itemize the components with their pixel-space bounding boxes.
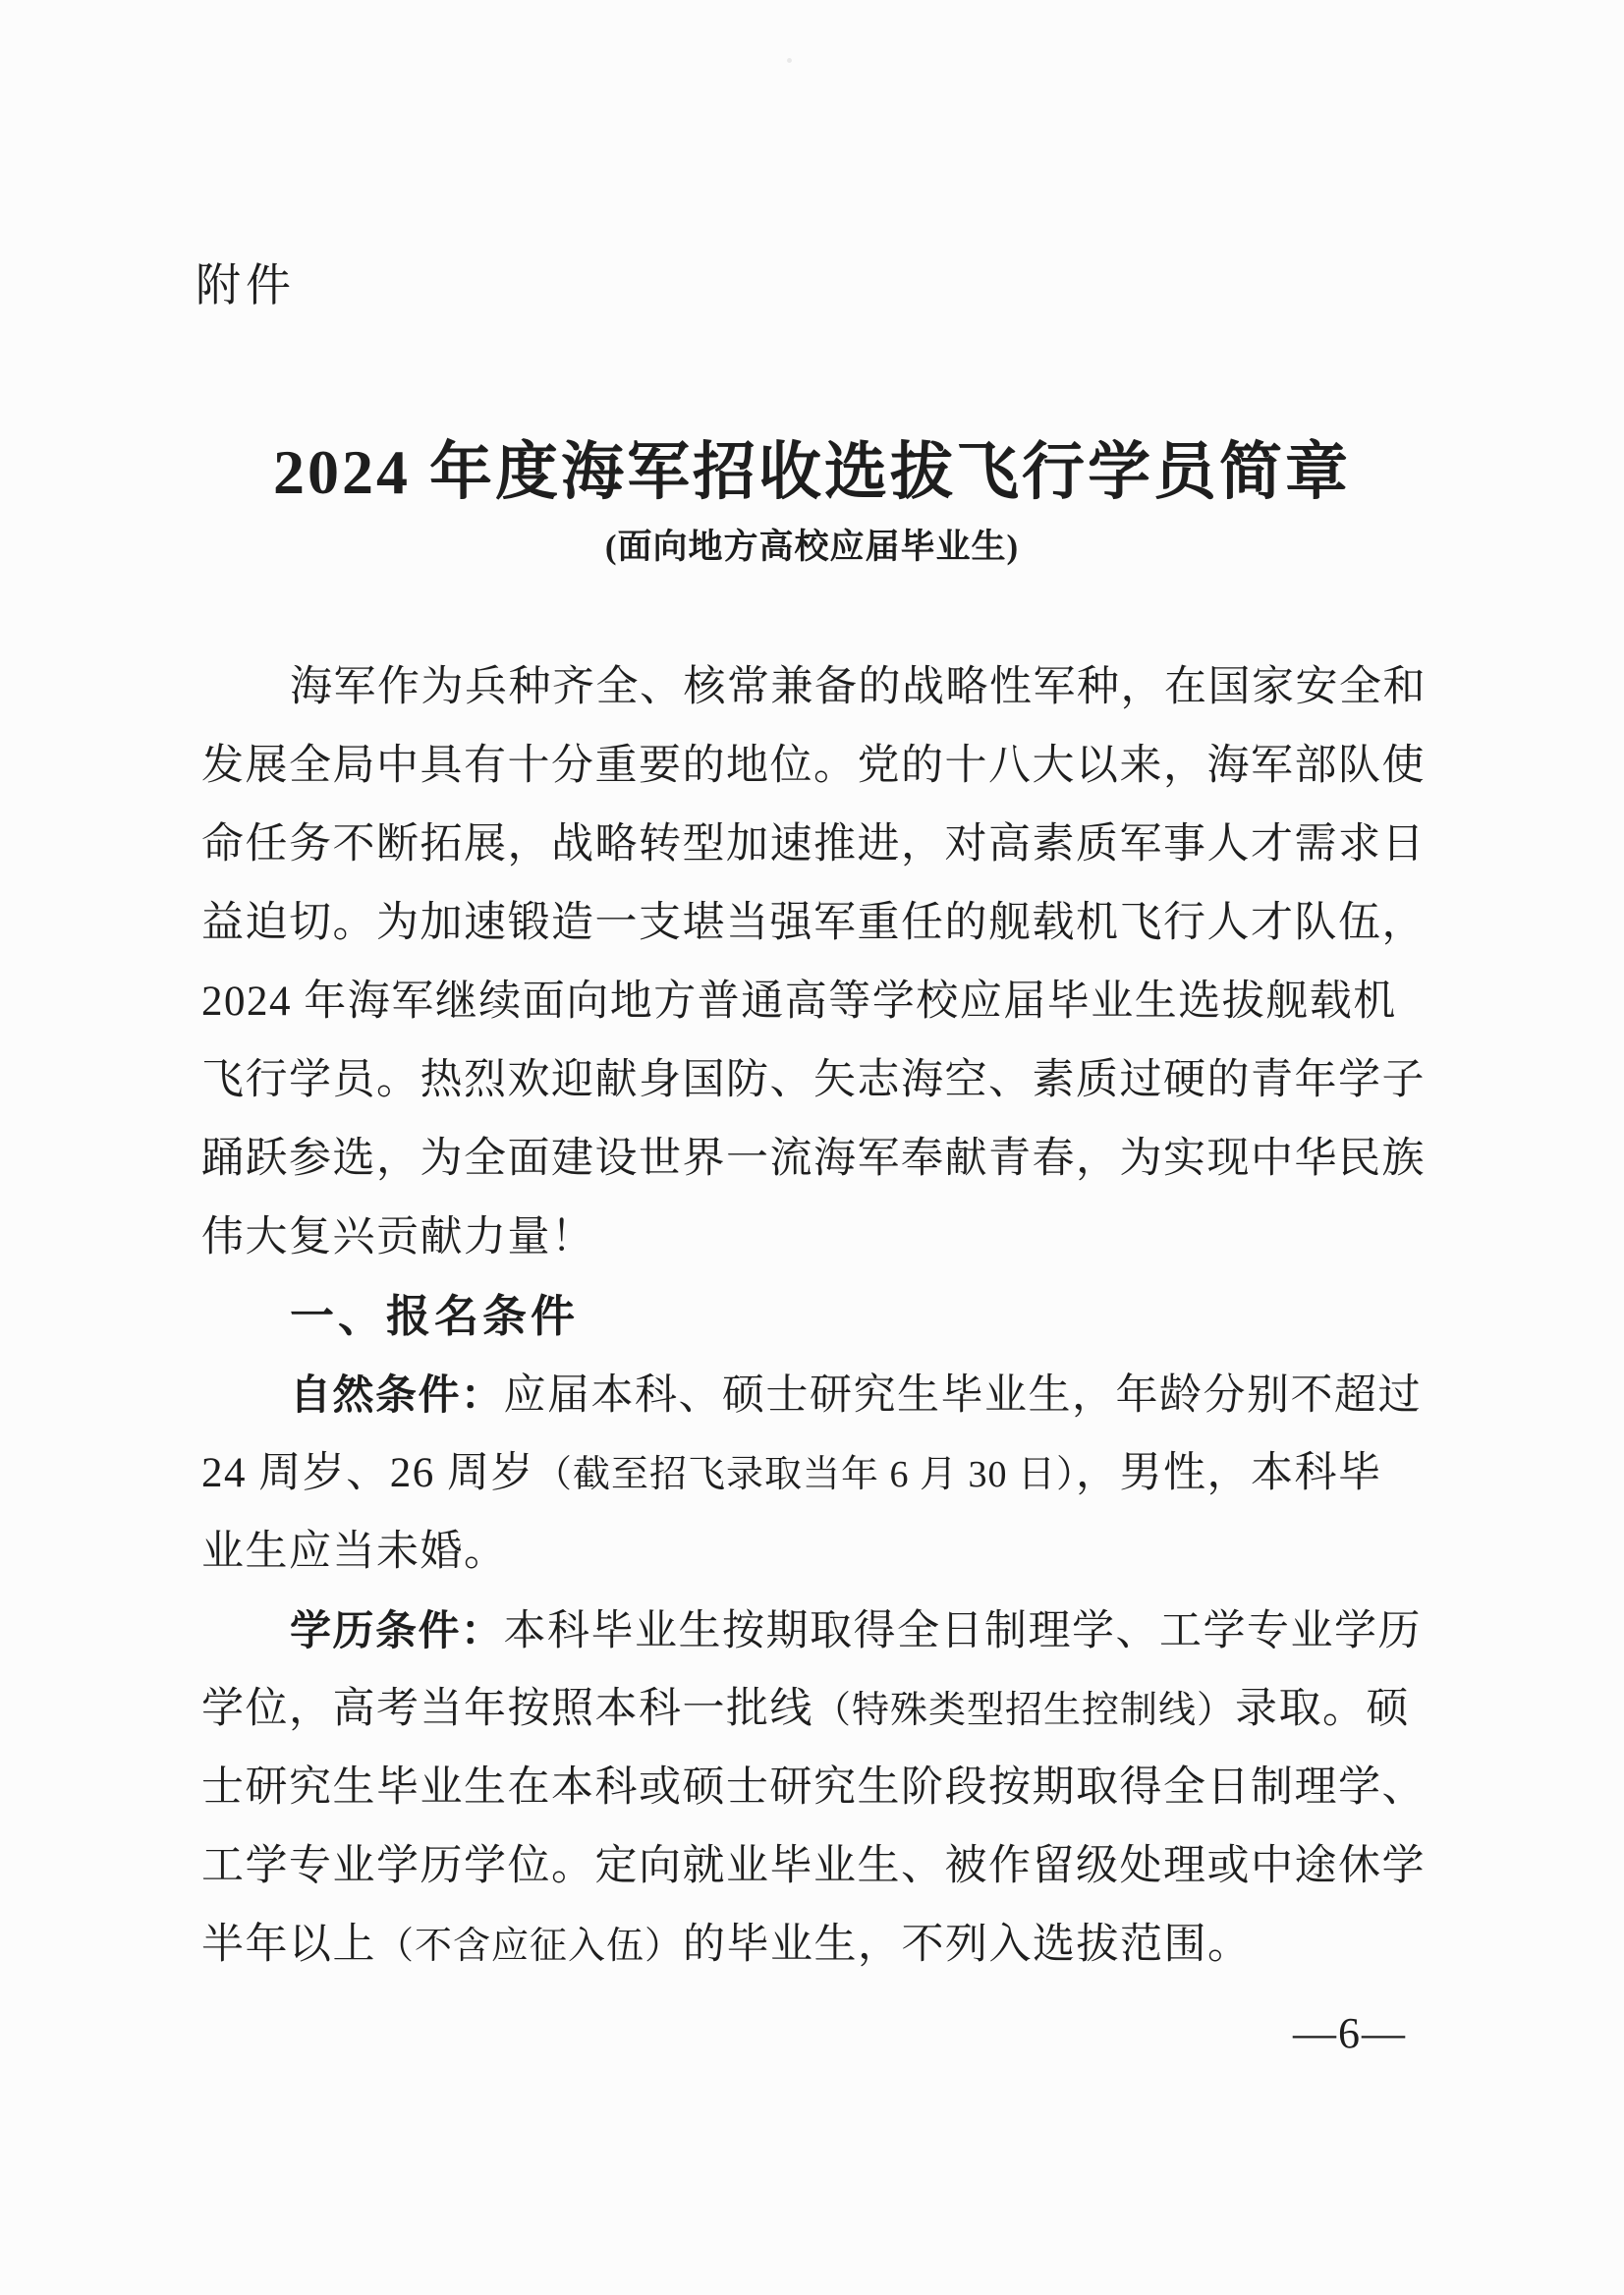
body-line	[201, 1120, 1508, 1199]
text-segment-normal: ，男性，本科毕	[1076, 1450, 1382, 1496]
text-segment-normal: 发展全局中具有十分重要的地位。党的十八大以来，海军部队使	[201, 743, 1426, 789]
body-line	[201, 727, 1508, 806]
section-heading	[201, 1277, 1508, 1356]
text-segment-normal: 益迫切。为加速锻造一支堪当强军重任的舰载机飞行人才队伍，	[201, 900, 1426, 946]
body-line	[201, 1513, 1508, 1592]
body-line	[201, 1827, 1508, 1906]
text-segment-normal: 飞行学员。热烈欢迎献身国防、矢志海空、素质过硬的青年学子	[201, 1057, 1426, 1103]
body-line	[201, 1592, 1508, 1670]
body-line	[201, 1906, 1508, 1985]
text-segment-normal: 工学专业学历学位。定向就业毕业生、被作留级处理或中途休学	[201, 1843, 1426, 1889]
text-segment-normal: 踊跃参选，为全面建设世界一流海军奉献青春，为实现中华民族	[201, 1136, 1426, 1182]
body-line	[201, 1356, 1508, 1434]
document-title: 2024 年度海军招收选拔飞行学员简章	[273, 437, 1351, 507]
document-body	[201, 648, 1508, 1985]
scan-speck	[787, 58, 792, 63]
text-segment-normal: 本科毕业生按期取得全日制理学、工学专业学历	[503, 1608, 1423, 1654]
text-segment-kai: （截至招飞录取当年 6 月 30 日）	[534, 1454, 1077, 1495]
text-segment-normal: 业生应当未婚。	[201, 1529, 508, 1575]
body-line	[201, 1670, 1508, 1749]
text-segment-kai: （不含应征入伍）	[376, 1926, 684, 1967]
document-subtitle: (面向地方高校应届毕业生)	[604, 528, 1020, 566]
body-line	[201, 806, 1508, 884]
text-segment-heading: 一、报名条件	[290, 1291, 580, 1341]
text-segment-normal: 2024 年海军继续面向地方普通高等学校应届毕业生选拔舰载机	[201, 979, 1397, 1025]
text-segment-bold: 学历条件：	[290, 1607, 504, 1653]
text-segment-kai: （特殊类型招生控制线）	[813, 1690, 1236, 1731]
body-line	[201, 1434, 1508, 1513]
page-number: —6—	[1293, 2009, 1407, 2057]
body-line	[201, 884, 1508, 963]
text-segment-bold: 自然条件：	[290, 1371, 504, 1418]
text-segment-normal: 录取。硕	[1235, 1686, 1411, 1732]
text-segment-normal: 的毕业生，不列入选拔范围。	[683, 1922, 1252, 1968]
body-line	[201, 648, 1508, 727]
text-segment-normal: 命任务不断拓展，战略转型加速推进，对高素质军事人才需求日	[201, 821, 1426, 868]
body-line	[201, 1041, 1508, 1120]
text-segment-normal: 24 周岁、26 周岁	[201, 1450, 534, 1496]
body-line	[201, 963, 1508, 1041]
text-segment-normal: 士研究生毕业生在本科或硕士研究生阶段按期取得全日制理学、	[201, 1764, 1426, 1811]
text-segment-normal: 伟大复兴贡献力量！	[201, 1214, 595, 1260]
body-line	[201, 1199, 1508, 1277]
attachment-label: 附件	[196, 259, 296, 310]
body-line	[201, 1749, 1508, 1827]
text-segment-normal: 海军作为兵种齐全、核常兼备的战略性军种，在国家安全和	[290, 664, 1427, 710]
text-segment-normal: 应届本科、硕士研究生毕业生，年龄分别不超过	[503, 1372, 1423, 1419]
text-segment-normal: 半年以上	[201, 1922, 376, 1968]
text-segment-normal: 学位，高考当年按照本科一批线	[201, 1686, 813, 1732]
